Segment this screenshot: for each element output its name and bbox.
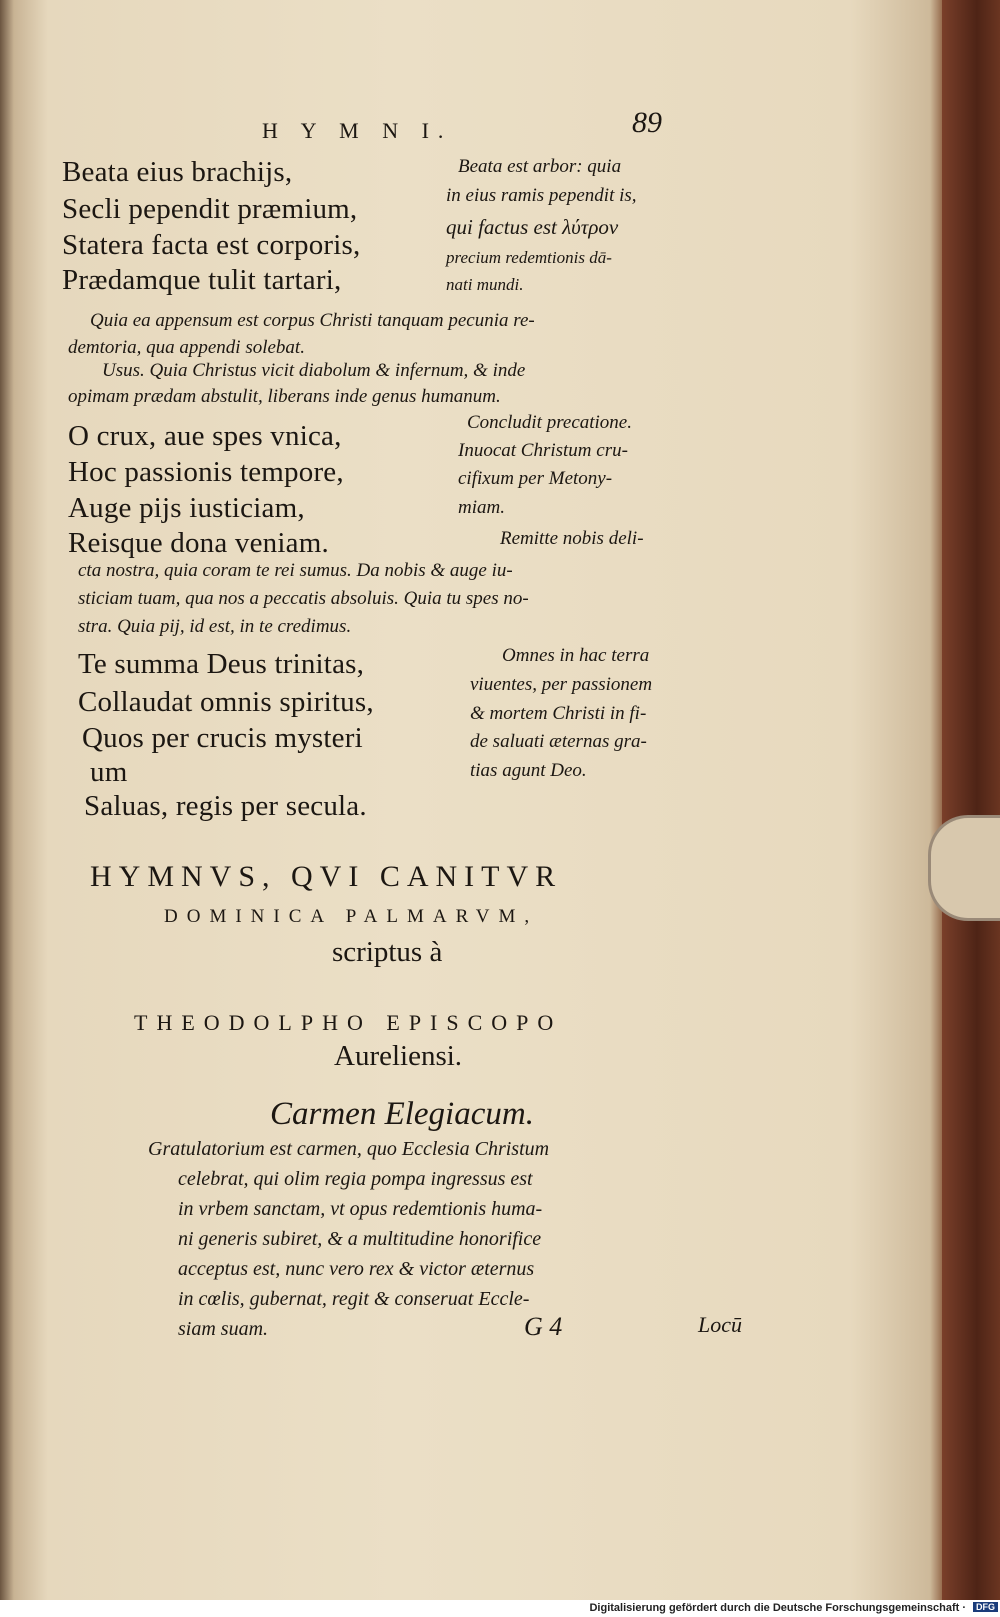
- intro-line: Gratulatorium est carmen, quo Ecclesia Christum: [148, 1138, 550, 1160]
- gloss-line: qui factus est λύτρον: [446, 215, 619, 239]
- hymn-line: Collaudat omnis spiritus,: [78, 686, 374, 718]
- hymn-line: O crux, aue spes vnica,: [68, 420, 342, 452]
- hymn-line: Statera facta est corporis,: [62, 229, 361, 261]
- gloss-line: viuentes, per passionem: [470, 674, 653, 695]
- gloss-line: de saluati æternas gra-: [470, 731, 647, 752]
- digitization-footer: [0, 1600, 1000, 1617]
- hymn-author-intro: scriptus à: [332, 936, 443, 968]
- author-see: Aureliensi.: [334, 1040, 463, 1072]
- commentary-line: cta nostra, quia coram te rei sumus. Da nobis & auge iu-: [78, 560, 513, 581]
- intro-line: in cœlis, gubernat, regit & conseruat Eccle-: [178, 1288, 530, 1310]
- gloss-line: tias agunt Deo.: [470, 760, 587, 781]
- commentary-line: Usus. Quia Christus vicit diabolum & infernum, & inde: [102, 360, 526, 381]
- gloss-line: Concludit precatione.: [467, 412, 632, 433]
- gloss-line: in eius ramis pependit is,: [446, 185, 637, 206]
- catchword: Locū: [698, 1312, 742, 1337]
- running-title: H Y M N I.: [262, 118, 453, 143]
- gloss-line: Inuocat Christum cru-: [458, 440, 628, 461]
- intro-line: siam suam.: [178, 1318, 269, 1340]
- book-clasp: [928, 815, 1000, 921]
- book-cover-edge: [942, 0, 1000, 1600]
- genre-heading: Carmen Elegiacum.: [270, 1096, 534, 1132]
- gloss-line: Beata est arbor: quia: [458, 156, 622, 177]
- gloss-line: nati mundi.: [446, 275, 524, 294]
- gloss-line: miam.: [458, 497, 505, 518]
- hymn-line: Secli pependit præmium,: [62, 193, 358, 225]
- gloss-line: cifixum per Metony-: [458, 468, 613, 489]
- dfg-logo: DFG: [973, 1602, 998, 1612]
- gloss-line: & mortem Christi in fi-: [470, 703, 647, 724]
- signature-mark: G 4: [524, 1312, 563, 1341]
- hymn-line: Auge pijs iusticiam,: [68, 492, 305, 524]
- hymn-line: Quos per crucis mysteri: [82, 722, 363, 754]
- hymn-line: Prædamque tulit tartari,: [62, 264, 342, 296]
- hymn-line: Te summa Deus trinitas,: [78, 648, 365, 680]
- intro-line: in vrbem sanctam, vt opus redemtionis huma-: [178, 1198, 543, 1220]
- hymn-line: Saluas, regis per secula.: [84, 790, 367, 822]
- hymn-line: Beata eius brachijs,: [62, 156, 293, 188]
- commentary-line: opimam prædam abstulit, liberans inde genus humanum.: [68, 386, 501, 407]
- hymn-line: Reisque dona veniam.: [68, 527, 329, 559]
- footer-credit: Digitalisierung gefördert durch die Deutsche Forschungsgemeinschaft ·: [589, 1602, 966, 1614]
- intro-line: celebrat, qui olim regia pompa ingressus est: [178, 1168, 533, 1190]
- commentary-line: sticiam tuam, qua nos a peccatis absoluis. Quia tu spes no-: [78, 588, 529, 609]
- gloss-line: Omnes in hac terra: [502, 645, 650, 666]
- commentary-line: stra. Quia pij, id est, in te credimus.: [78, 616, 352, 637]
- commentary-line: demtoria, qua appendi solebat.: [68, 337, 305, 358]
- hymn-subtitle: DOMINICA PALMARVM,: [164, 906, 539, 927]
- hymn-title: HYMNVS, QVI CANITVR: [90, 860, 563, 893]
- gloss-line: precium redemtionis dā-: [446, 248, 612, 267]
- commentary-line: Quia ea appensum est corpus Christi tanquam pecunia re-: [90, 310, 535, 331]
- hymn-line: Hoc passionis tempore,: [68, 456, 344, 488]
- author-name: THEODOLPHO EPISCOPO: [134, 1010, 563, 1035]
- page-number: 89: [632, 106, 662, 139]
- hymn-line: um: [90, 756, 128, 788]
- gloss-line: Remitte nobis deli-: [500, 528, 644, 549]
- intro-line: acceptus est, nunc vero rex & victor æternus: [178, 1258, 535, 1280]
- intro-line: ni generis subiret, & a multitudine honorifice: [178, 1228, 542, 1250]
